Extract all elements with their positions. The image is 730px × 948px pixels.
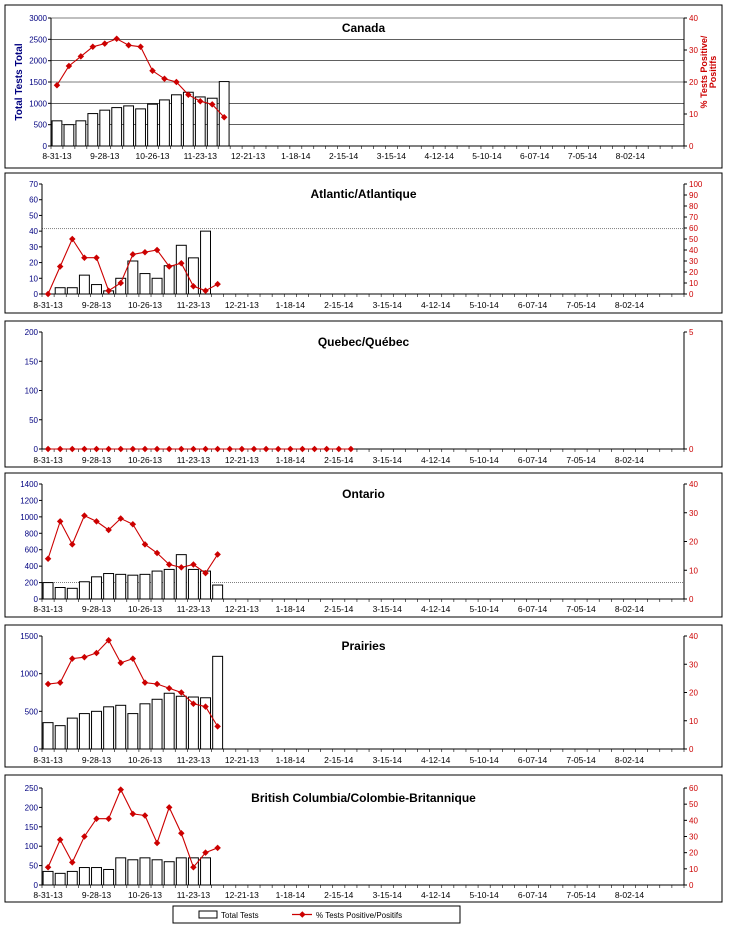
bar [128,575,138,599]
chart-panel [5,173,722,313]
x-tick-label: 3-15-14 [372,755,402,765]
y2-tick-label: 30 [689,46,698,55]
y-tick-label: 2000 [29,56,47,66]
legend-line-label: % Tests Positive/Positifs [316,911,403,920]
y2-tick-label: 30 [689,832,698,842]
chart-panel [5,5,722,168]
x-tick-label: 1-18-14 [275,890,305,900]
bar [164,693,174,749]
bar [79,275,89,294]
y2-tick-label: 0 [689,881,694,890]
y-tick-label: 1500 [20,632,38,641]
bar [140,704,150,749]
x-tick-label: 7-05-14 [566,455,596,465]
bar [55,873,65,885]
x-tick-label: 10-26-13 [135,151,170,161]
y2-tick-label: 40 [689,14,698,23]
bar [140,858,150,885]
y-tick-label: 1000 [20,669,38,679]
y2-axis-label: % Tests Positive/ [699,35,709,109]
y2-tick-label: 40 [689,816,698,826]
x-tick-label: 4-12-14 [424,151,454,161]
y2-tick-label: 20 [689,268,698,277]
bar [92,711,102,749]
x-tick-label: 8-02-14 [614,890,645,900]
y2-tick-label: 50 [689,235,698,244]
legend [173,906,460,923]
y2-tick-label: 0 [689,595,694,604]
bar [128,714,138,749]
y2-tick-label: 0 [689,745,694,754]
bar [67,718,77,749]
y-tick-label: 20 [29,258,38,268]
bar [183,92,193,146]
x-tick-label: 7-05-14 [566,604,596,614]
x-tick-label: 5-10-14 [469,604,499,614]
x-tick-label: 3-15-14 [372,890,402,900]
bar [92,868,102,885]
y2-tick-label: 40 [689,480,698,489]
bar [201,858,211,885]
y-tick-label: 1400 [20,480,38,489]
x-tick-label: 9-28-13 [90,151,120,161]
bar [67,288,77,294]
y-tick-label: 0 [33,445,38,454]
x-tick-label: 5-10-14 [469,755,499,765]
bar [128,261,138,294]
x-tick-label: 1-18-14 [275,300,305,310]
x-tick-label: 2-15-14 [324,300,354,310]
bar [112,108,122,146]
bar [164,569,174,599]
x-tick-label: 6-07-14 [517,455,548,465]
y-tick-label: 50 [29,415,38,425]
y-tick-label: 30 [29,242,38,252]
x-tick-label: 7-05-14 [566,890,596,900]
bar [104,574,114,599]
y-tick-label: 500 [24,707,38,717]
y2-tick-label: 20 [689,78,698,87]
legend-bars-label: Total Tests [221,911,259,920]
x-tick-label: 1-18-14 [275,755,305,765]
x-tick-label: 12-21-13 [224,300,259,310]
x-tick-label: 8-31-13 [33,604,63,614]
y-tick-label: 0 [33,290,38,299]
y-tick-label: 600 [24,545,38,555]
x-tick-label: 1-18-14 [281,151,311,161]
bar [92,285,102,294]
x-tick-label: 4-12-14 [421,604,451,614]
y2-tick-label: 0 [689,290,694,299]
x-tick-label: 5-10-14 [469,300,499,310]
y-tick-label: 50 [29,211,38,221]
y2-tick-label: 70 [689,213,698,222]
chart-title: Ontario [342,487,385,501]
bar [140,574,150,599]
bar [152,571,162,599]
y2-tick-label: 30 [689,257,698,266]
bar [100,110,110,146]
y2-tick-label: 0 [689,142,694,151]
x-tick-label: 11-23-13 [176,300,211,310]
x-tick-label: 11-23-13 [176,755,211,765]
x-tick-label: 3-15-14 [372,300,402,310]
y2-tick-label: 40 [689,246,698,255]
bar [213,656,223,749]
bar [52,121,62,146]
x-tick-label: 4-12-14 [421,455,451,465]
bar [152,699,162,749]
bar [160,100,170,146]
x-tick-label: 9-28-13 [81,755,112,765]
y2-tick-label: 60 [689,784,698,793]
bar [152,860,162,885]
y-tick-label: 400 [24,562,38,572]
x-tick-label: 9-28-13 [81,890,112,900]
chart-panel [5,625,722,767]
y2-tick-label: 10 [689,716,698,726]
y2-tick-label: 10 [689,566,698,576]
y-tick-label: 0 [33,881,38,890]
x-tick-label: 10-26-13 [127,890,162,900]
bar [140,274,150,294]
bar [88,114,98,146]
bar [43,583,53,599]
y-tick-label: 1000 [20,512,38,522]
x-tick-label: 12-21-13 [224,890,259,900]
y-tick-label: 200 [24,803,38,813]
y2-tick-label: 60 [689,224,698,233]
bar [213,585,223,599]
x-tick-label: 8-31-13 [33,300,63,310]
x-tick-label: 8-31-13 [33,755,63,765]
y2-tick-label: 0 [689,445,694,454]
bar [164,266,174,294]
x-tick-label: 12-21-13 [224,604,259,614]
x-tick-label: 8-31-13 [33,890,63,900]
bar [124,106,134,146]
y-tick-label: 150 [24,357,38,367]
x-tick-label: 11-23-13 [176,890,211,900]
x-tick-label: 3-15-14 [376,151,407,161]
bar [55,288,65,294]
bar [43,871,53,885]
x-tick-label: 8-31-13 [42,151,72,161]
bar [176,858,186,885]
bar [176,555,186,599]
y2-tick-label: 90 [689,191,698,200]
y-tick-label: 1200 [20,496,38,506]
y-tick-label: 1500 [29,78,47,87]
y-tick-label: 800 [24,529,38,539]
x-tick-label: 2-15-14 [324,890,354,900]
x-tick-label: 9-28-13 [81,455,112,465]
y-tick-label: 150 [24,822,38,832]
y-tick-label: 2500 [29,35,47,45]
y2-tick-label: 20 [689,848,698,858]
y2-tick-label: 10 [689,864,698,874]
x-tick-label: 8-31-13 [33,455,63,465]
bar [116,858,126,885]
x-tick-label: 8-02-14 [615,151,645,161]
bar [79,714,89,749]
bar [64,125,74,146]
y-tick-label: 100 [24,386,38,396]
chart-panel [5,473,722,617]
x-tick-label: 4-12-14 [421,300,451,310]
bar [152,278,162,294]
bar [188,858,198,885]
chart-panel [5,321,722,467]
x-tick-label: 11-23-13 [183,151,217,161]
bar [116,705,126,749]
bar [148,104,158,146]
chart-title: Atlantic/Atlantique [310,187,417,201]
x-tick-label: 6-07-14 [517,890,548,900]
chart-title: Prairies [341,639,386,653]
y-axis-label: Total Tests Total [14,43,25,121]
bar [201,231,211,294]
chart-panel [5,775,722,902]
y2-axis-label: Positifs [708,55,718,89]
y-tick-label: 200 [24,578,38,588]
bar [55,588,65,600]
x-tick-label: 8-02-14 [614,455,645,465]
x-tick-label: 5-10-14 [472,151,502,161]
y-tick-label: 0 [42,142,47,151]
x-tick-label: 10-26-13 [127,604,162,614]
y-tick-label: 0 [33,595,38,604]
x-tick-label: 9-28-13 [81,300,112,310]
chart-title: Quebec/Québec [317,335,410,349]
y2-tick-label: 100 [689,180,703,189]
x-tick-label: 7-05-14 [566,755,596,765]
bar [164,862,174,885]
x-tick-label: 8-02-14 [614,604,645,614]
x-tick-label: 3-15-14 [372,604,402,614]
bar [67,871,77,885]
x-tick-label: 6-07-14 [520,151,550,161]
bar [104,869,114,885]
x-tick-label: 10-26-13 [127,455,162,465]
bar [67,588,77,599]
x-tick-label: 6-07-14 [517,300,548,310]
x-tick-label: 5-10-14 [469,455,499,465]
x-tick-label: 10-26-13 [127,755,162,765]
y2-tick-label: 10 [689,279,698,288]
y2-tick-label: 40 [689,632,698,641]
x-tick-label: 1-18-14 [275,455,305,465]
bar [79,868,89,885]
y2-tick-label: 5 [689,328,694,337]
bar [79,582,89,599]
bar [188,569,198,599]
y-tick-label: 40 [29,227,38,237]
x-tick-label: 7-05-14 [567,151,598,161]
y-tick-label: 1000 [29,99,47,109]
y-tick-label: 3000 [29,14,47,23]
bar [128,860,138,885]
x-tick-label: 6-07-14 [517,755,548,765]
x-tick-label: 12-21-13 [224,755,259,765]
x-tick-label: 6-07-14 [517,604,548,614]
y-tick-label: 200 [24,328,38,337]
bar [136,109,146,146]
x-tick-label: 3-15-14 [372,455,402,465]
chart-title: Canada [341,21,386,35]
x-tick-label: 2-15-14 [324,604,354,614]
x-tick-label: 8-02-14 [614,755,645,765]
bar [176,696,186,749]
x-tick-label: 2-15-14 [324,755,354,765]
x-tick-label: 9-28-13 [81,604,112,614]
chart-title: British Columbia/Colombie-Britannique [251,791,476,805]
x-tick-label: 4-12-14 [421,890,451,900]
y-tick-label: 100 [24,842,38,852]
x-tick-label: 2-15-14 [324,455,354,465]
y2-tick-label: 20 [689,537,698,547]
y2-tick-label: 50 [689,800,698,810]
bar [172,95,182,146]
legend-bar-swatch [199,911,217,918]
bar [116,574,126,599]
y-tick-label: 10 [29,274,38,284]
y2-tick-label: 10 [689,110,698,119]
x-tick-label: 5-10-14 [469,890,499,900]
x-tick-label: 7-05-14 [566,300,596,310]
y-tick-label: 250 [24,784,38,793]
y-tick-label: 0 [33,745,38,754]
bar [55,726,65,749]
y-tick-label: 70 [29,180,38,189]
x-tick-label: 8-02-14 [614,300,645,310]
y-tick-label: 50 [29,861,38,871]
y2-tick-label: 20 [689,688,698,698]
y-tick-label: 60 [29,195,38,205]
y2-tick-label: 30 [689,508,698,518]
x-tick-label: 2-15-14 [328,151,359,161]
x-tick-label: 12-21-13 [224,455,259,465]
x-tick-label: 11-23-13 [176,455,211,465]
y-tick-label: 500 [33,120,47,130]
x-tick-label: 1-18-14 [275,604,305,614]
bar [104,707,114,749]
x-tick-label: 4-12-14 [421,755,451,765]
bar [92,577,102,599]
x-tick-label: 11-23-13 [176,604,211,614]
bar [43,723,53,749]
y2-tick-label: 80 [689,202,698,211]
x-tick-label: 12-21-13 [231,151,266,161]
x-tick-label: 10-26-13 [127,300,162,310]
y2-tick-label: 30 [689,660,698,670]
bar [76,121,86,146]
